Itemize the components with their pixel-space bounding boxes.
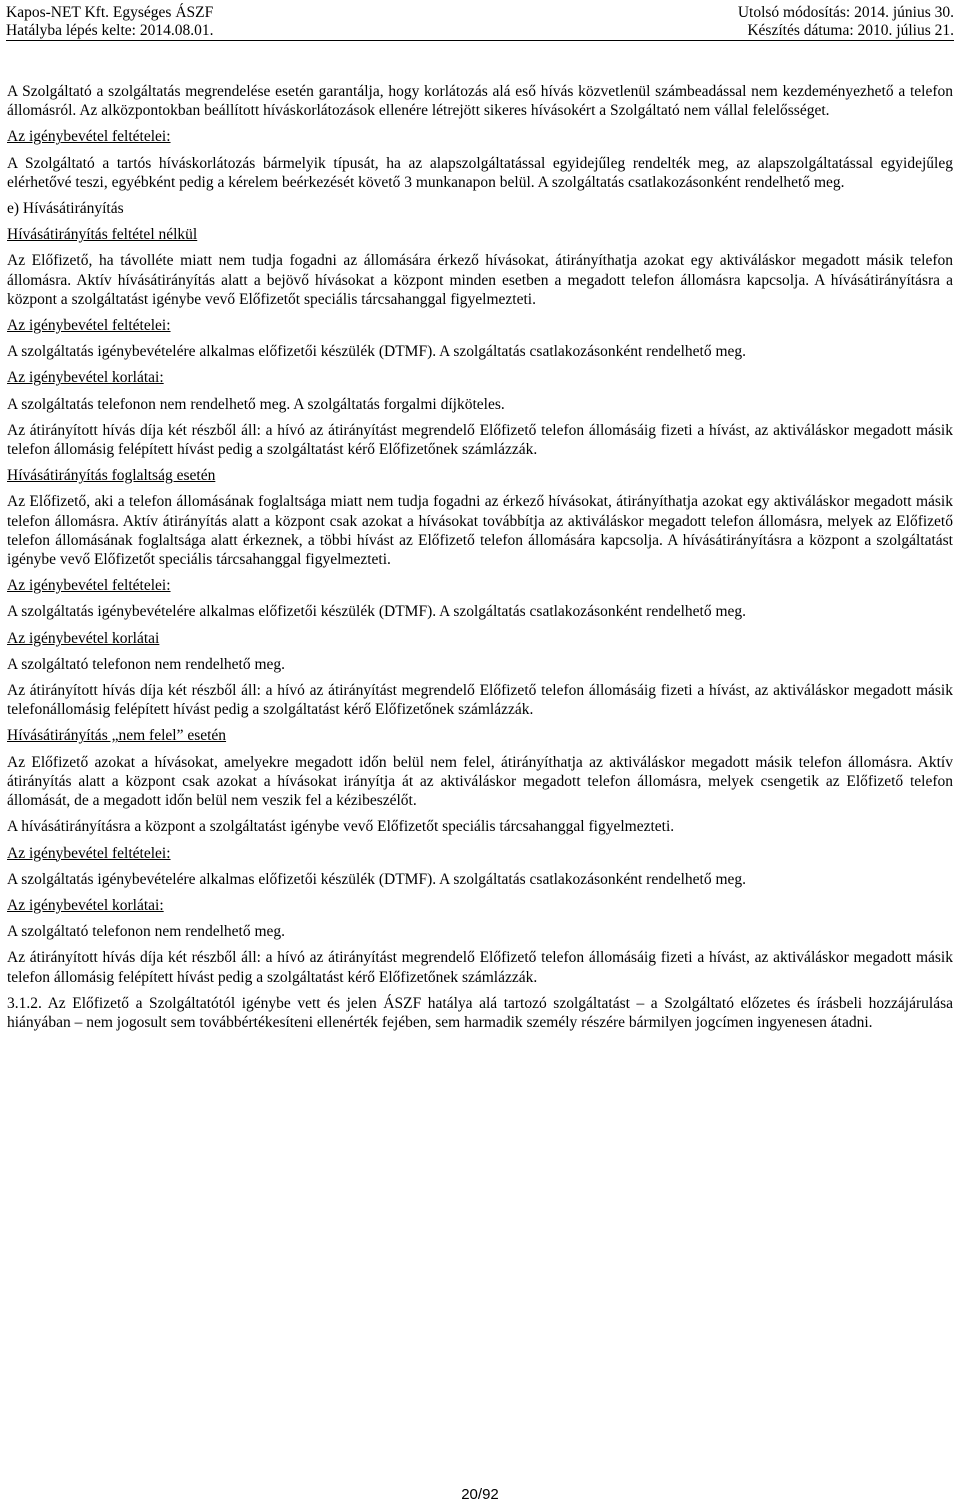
page-footer — [0, 1486, 960, 1503]
paragraph: A szolgáltatás telefonon nem rendelhető meg. A szolgáltatás forgalmi díjköteles. — [7, 395, 505, 413]
header-created-date: Készítés dátuma: 2010. július 21. — [747, 22, 954, 39]
page-number: 20/92 — [461, 1486, 499, 1503]
page-header — [6, 4, 954, 41]
section-heading: Az igénybevétel feltételei: — [7, 317, 171, 335]
header-company: Kapos-NET Kft. Egységes ÁSZF — [6, 4, 214, 21]
header-row-1 — [6, 4, 954, 22]
section-heading: Hívásátirányítás foglaltság esetén — [7, 467, 216, 485]
paragraph: 3.1.2. Az Előfizető a Szolgáltatótól igénybe vett és jelen ÁSZF hatálya alá tartozó szolgáltatást – a Szolgáltató előzetes és írásbeli hozzájárulása hiányában – nem jogosult sem továbbértékesíteni ellenérték fejében, sem harmadik személy részére bármilyen jogcímen ingyenesen átadni. — [7, 994, 953, 1031]
section-heading: Hívásátirányítás „nem felel” esetén — [7, 727, 227, 745]
paragraph: A Szolgáltató a tartós híváskorlátozás bármelyik típusát, ha az alapszolgáltatással egyidejűleg rendelték meg, az alapszolgáltatással egyidejűleg elérhetővé teszi, egyébként pedig a kérelem beérkezését követő 3 munkanapon belül. A szolgáltatás csatlakozásonként rendelhető meg. — [7, 154, 953, 191]
section-heading: Hívásátirányítás feltétel nélkül — [7, 226, 198, 244]
header-effective-date: Hatályba lépés kelte: 2014.08.01. — [6, 22, 214, 39]
header-modified-date: Utolsó módosítás: 2014. június 30. — [737, 4, 954, 21]
section-heading: Az igénybevétel feltételei: — [7, 577, 171, 595]
paragraph: A szolgáltatás igénybevételére alkalmas előfizetői készülék (DTMF). A szolgáltatás csatlakozásonként rendelhető meg. — [7, 870, 747, 888]
paragraph: Az Előfizető, aki a telefon állomásának foglaltsága miatt nem tudja fogadni az érkező hívásokat, átirányíthatja azokat egy aktiváláskor megadott másik telefon állomásra. Aktív átirányítás alatt a központ csak azokat a hívásokat továbbítja az aktiváláskor megadott telefon állomásra, melyek az Előfizető telefon állomásának foglaltsága alatt érkeznek, a többi hívást az Előfizető telefon állomására kapcsolja. A hívásátirányításra a központ a szolgáltatást igénybe vevő Előfizetőt speciális tárcsahanggal figyelmezteti. — [7, 493, 953, 569]
section-heading: Az igénybevétel feltételei: — [7, 844, 171, 862]
paragraph: e) Hívásátirányítás — [7, 200, 124, 218]
section-heading: Az igénybevétel korlátai: — [7, 896, 164, 914]
header-row-2 — [6, 22, 954, 40]
section-heading: Az igénybevétel korlátai: — [7, 369, 164, 387]
paragraph: Az átirányított hívás díja két részből áll: a hívó az átirányítást megrendelő Előfizető telefon állomásáig fizeti a hívást, az aktiváláskor megadott másik telefonállomásig felépített hívást pedig a szolgáltatást kérő Előfizetőnek számlázzák. — [7, 682, 953, 719]
paragraph: Az átirányított hívás díja két részből áll: a hívó az átirányítást megrendelő Előfizető telefon állomásáig fizeti a hívást, az aktiváláskor megadott másik telefon állomásig felépített hívást pedig a szolgáltatást kérő Előfizetőnek számlázzák. — [7, 421, 953, 459]
paragraph: A szolgáltató telefonon nem rendelhető meg. — [7, 655, 286, 673]
paragraph: A szolgáltatás igénybevételére alkalmas előfizetői készülék (DTMF). A szolgáltatás csatlakozásonként rendelhető meg. — [7, 343, 747, 361]
section-heading: Az igénybevétel korlátai — [7, 629, 160, 647]
section-heading: Az igénybevétel feltételei: — [7, 128, 171, 146]
paragraph: Az Előfizető, ha távolléte miatt nem tudja fogadni az állomására érkező hívásokat, átirányíthatja azokat egy aktiváláskor megadott másik telefon állomásra. Aktív hívásátirányítás alatt a bejövő hívásokat a központ minden esetben a megadott telefon állomásra kapcsolja. A hívásátirányításra a központ a szolgáltatást igénybe vevő Előfizetőt speciális tárcsahanggal figyelmezteti. — [7, 252, 953, 308]
paragraph: Az Előfizető azokat a hívásokat, amelyekre megadott időn belül nem felel, átirányíthatja az aktiváláskor megadott másik telefon állomásra. Aktív átirányítás alatt a központ csak azokat a hívásokat irányítja át az aktiváláskor megadott telefon állomásra, melyek csengetik az Előfizető telefon állomását, de a megadott időn belül nem veszik fel a kézibeszélőt. — [7, 753, 953, 810]
paragraph: A szolgáltatás igénybevételére alkalmas előfizetői készülék (DTMF). A szolgáltatás csatlakozásonként rendelhető meg. — [7, 603, 747, 621]
document-body — [7, 82, 953, 1039]
paragraph: Az átirányított hívás díja két részből áll: a hívó az átirányítást megrendelő Előfizető telefon állomásáig fizeti a hívást, az aktiváláskor megadott másik telefon állomásig felépített hívást pedig a szolgáltatást kérő Előfizetőnek számlázzák. — [7, 949, 953, 986]
paragraph: A szolgáltató telefonon nem rendelhető meg. — [7, 923, 286, 941]
paragraph: A Szolgáltató a szolgáltatás megrendelése esetén garantálja, hogy korlátozás alá eső hívás közvetlenül számbeadással nem kezdeményezhető a telefon állomásról. Az alközpontokban beállított híváskorlátozások ellenére létrejött sikeres hívásokért a Szolgáltató nem vállal felelősséget. — [7, 83, 953, 120]
paragraph: A hívásátirányításra a központ a szolgáltatást igénybe vevő Előfizetőt speciális tárcsahanggal figyelmezteti. — [7, 818, 675, 836]
